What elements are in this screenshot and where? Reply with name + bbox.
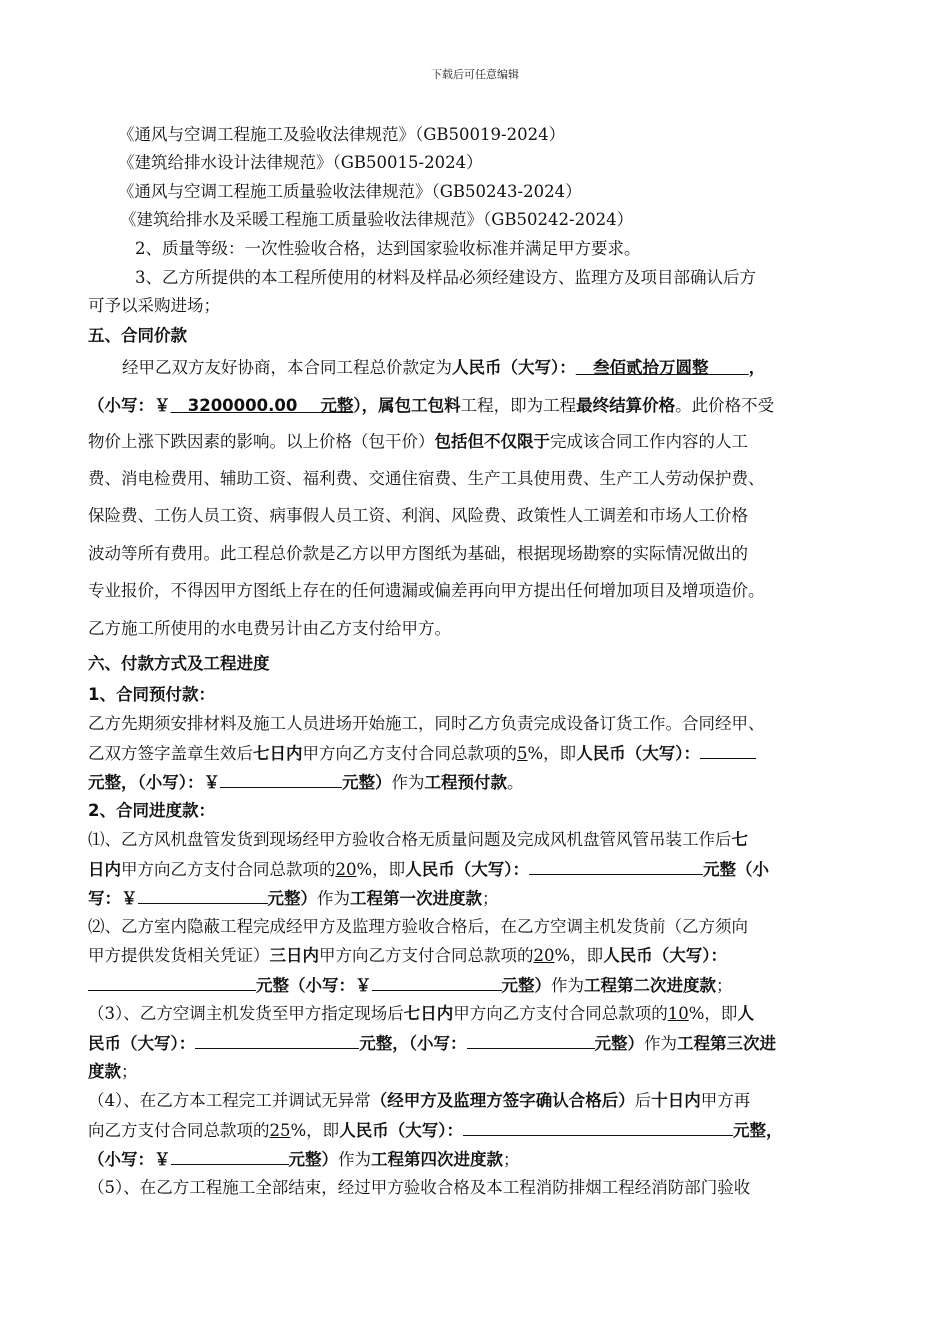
text: 作为	[317, 889, 350, 908]
subheading-progress: 2、合同进度款：	[88, 801, 215, 820]
progress-item1-line3	[88, 887, 499, 910]
quality-item-3-line1: 3、乙方所提供的本工程所使用的材料及样品必须经建设方、监理方及项目部确认后方	[135, 268, 756, 287]
text: 作为	[338, 1150, 371, 1169]
text: ；	[716, 976, 733, 995]
text: 工程，即为工程	[460, 396, 577, 415]
text: 民币（大写）：	[88, 1034, 196, 1053]
text: %，即	[527, 744, 577, 763]
percent-value: 25	[269, 1121, 291, 1140]
advance-line1: 乙方先期须安排材料及施工人员进场开始施工，同时乙方负责完成设备订货工作。合同经甲、	[88, 714, 765, 733]
text: 。此价格不受	[675, 396, 775, 415]
progress-item1-line2	[88, 858, 769, 881]
text: 物价上涨下跌因素的影响。以上价格（包干价）	[88, 432, 435, 451]
text: 工程第四次进度款	[371, 1150, 503, 1169]
text: 人	[737, 1004, 754, 1023]
text: 人民币（大写）：	[576, 744, 700, 763]
text: 元整）	[501, 976, 551, 995]
text: 人民币（大写）：	[405, 860, 529, 879]
amount-words-value: 叁佰贰拾万圆整	[592, 358, 709, 377]
price-paragraph-line7: 专业报价，不得因甲方图纸上存在的任何遗漏或偏差再向甲方提出任何增加项目及增项造价。	[88, 581, 765, 600]
text: 甲方向乙方支付合同总款项的	[319, 946, 534, 965]
text: 元整）	[267, 889, 317, 908]
text: （经甲方及监理方签字确认合格后）	[370, 1091, 635, 1110]
text: ；	[482, 889, 499, 908]
percent-value: 10	[667, 1004, 689, 1023]
text: ），属	[353, 396, 395, 415]
text: 三日内	[269, 946, 319, 965]
advance-line2	[88, 742, 756, 765]
text: 作为	[644, 1034, 677, 1053]
standard-item: 《建筑给排水设计法律规范》（GB50015-2024）	[118, 153, 483, 172]
text: 元整）	[342, 773, 392, 792]
progress-item2-line1: ⑵、乙方室内隐蔽工程完成经甲方及监理方验收合格后，在乙方空调主机发货前（乙方须向	[88, 917, 748, 936]
page-header: 下载后可任意编辑	[431, 68, 519, 81]
text: 日内	[88, 860, 121, 879]
text: 工程第一次进度款	[350, 889, 482, 908]
text: 甲方向乙方支付合同总款项的	[302, 744, 517, 763]
progress-item4-line1	[88, 1090, 750, 1112]
text: （小写：￥	[88, 1150, 171, 1169]
section5-heading: 五、合同价款	[88, 326, 187, 345]
text: 甲方提供发货相关凭证）	[88, 946, 270, 965]
progress-item3-line3	[88, 1061, 138, 1083]
text: 写：￥	[88, 889, 138, 908]
text: 元整（小写：￥	[256, 976, 372, 995]
blank-field	[463, 1119, 733, 1136]
text: ；	[121, 1062, 138, 1081]
text: 包工包料	[394, 396, 461, 415]
text: 元整（小	[702, 860, 769, 879]
text: （3）、乙方空调主机发货至甲方指定现场后	[88, 1004, 404, 1023]
text: 元整，（小写）：￥	[88, 773, 220, 792]
percent-value: 20	[533, 946, 555, 965]
text: 。	[507, 773, 524, 792]
blank-field	[467, 1032, 595, 1049]
blank-field	[88, 974, 256, 991]
text: （小写：￥	[88, 396, 171, 415]
blank-field	[171, 1148, 289, 1165]
text: %，即	[554, 946, 604, 965]
progress-item2-line3	[88, 974, 733, 997]
standard-item: 《建筑给排水及采暖工程施工质量验收法律规范》（GB50242-2024）	[120, 210, 634, 229]
text: %，即	[290, 1121, 340, 1140]
text: 后	[634, 1091, 652, 1110]
advance-line3	[88, 771, 524, 794]
progress-item2-line2	[88, 945, 727, 967]
progress-item3-line2	[88, 1032, 776, 1055]
text: 元整）	[288, 1150, 338, 1169]
blank-field	[372, 974, 502, 991]
text: 经甲乙双方友好协商，本合同工程总价款定为	[122, 358, 452, 377]
subheading-advance: 1、合同预付款：	[88, 685, 215, 704]
blank-field	[529, 858, 703, 875]
progress-item3-line1	[88, 1003, 754, 1025]
text: 元整，（小写：	[359, 1034, 467, 1053]
quality-item-2: 2、质量等级：一次性验收合格，达到国家验收标准并满足甲方要求。	[135, 239, 641, 258]
text: 甲方向乙方支付合同总款项的	[453, 1004, 668, 1023]
blank-field	[195, 1032, 359, 1049]
text: 最终结算价格	[576, 396, 676, 415]
text: 度款	[88, 1062, 121, 1081]
text: 作为	[551, 976, 584, 995]
text: （4）、在乙方本工程完工并调试无异常	[88, 1091, 371, 1110]
standard-item: 《通风与空调工程施工及验收法律规范》（GB50019-2024）	[118, 125, 566, 144]
text: %，即	[356, 860, 406, 879]
text: 向乙方支付合同总款项的	[88, 1121, 270, 1140]
text: ⑴、乙方风机盘管发货到现场经甲方验收合格无质量问题及完成风机盘管风管吊装工作后	[88, 830, 732, 849]
standard-item: 《通风与空调工程施工质量验收法律规范》（GB50243-2024）	[118, 182, 582, 201]
text: 人民币（大写）：	[603, 946, 727, 965]
price-paragraph-line3	[88, 431, 748, 453]
text: 工程第二次进度款	[584, 976, 716, 995]
text: 工程第三次进	[677, 1034, 776, 1053]
price-paragraph-line1	[122, 357, 765, 379]
price-paragraph-line6: 波动等所有费用。此工程总价款是乙方以甲方图纸为基础，根据现场勘察的实际情况做出的	[88, 544, 748, 563]
percent-value: 5	[517, 744, 528, 763]
price-paragraph-line2	[88, 395, 774, 417]
amount-digits-value: 3200000.00	[187, 396, 298, 415]
text: 十日内	[651, 1091, 701, 1110]
price-paragraph-line8: 乙方施工所使用的水电费另计由乙方支付给甲方。	[88, 619, 451, 638]
progress-item5-line1: （5）、在乙方工程施工全部结束，经过甲方验收合格及本工程消防排烟工程经消防部门验收	[88, 1178, 751, 1197]
amount-words	[576, 358, 749, 377]
text: 完成该合同工作内容的人工	[550, 432, 748, 451]
text: 七日内	[253, 744, 303, 763]
text: 甲方向乙方支付合同总款项的	[121, 860, 336, 879]
blank-field	[700, 742, 756, 759]
text: 工程预付款	[424, 773, 507, 792]
text: 七日内	[403, 1004, 454, 1023]
blank-field	[138, 887, 268, 904]
rmb-words-label: 人民币（大写）：	[452, 358, 576, 377]
quality-item-3-line2: 可予以采购进场；	[88, 296, 220, 315]
text: ，	[748, 358, 766, 377]
progress-item4-line3	[88, 1148, 520, 1171]
text: ；	[503, 1150, 520, 1169]
text: 人民币（大写）：	[339, 1121, 463, 1140]
price-paragraph-line5: 保险费、工伤人员工资、病事假人员工资、利润、风险费、政策性人工调差和市场人工价格	[88, 506, 748, 525]
text: %，即	[688, 1004, 738, 1023]
text: 元整，	[732, 1121, 783, 1140]
section6-heading: 六、付款方式及工程进度	[88, 654, 270, 673]
text: 七	[731, 830, 748, 849]
price-paragraph-line4: 费、消电检费用、辅助工资、福利费、交通住宿费、生产工具使用费、生产工人劳动保护费、	[88, 469, 765, 488]
blank-field	[220, 771, 342, 788]
text: 元整）	[594, 1034, 644, 1053]
percent-value: 20	[335, 860, 357, 879]
text: 乙双方签字盖章生效后	[88, 744, 253, 763]
text: 元整	[320, 396, 354, 415]
text: 作为	[391, 773, 425, 792]
progress-item1-line1	[88, 829, 748, 851]
text: 包括但不仅限于	[434, 432, 550, 451]
amount-digits	[171, 396, 354, 415]
text: 甲方再	[700, 1091, 751, 1110]
progress-item4-line2	[88, 1119, 782, 1142]
